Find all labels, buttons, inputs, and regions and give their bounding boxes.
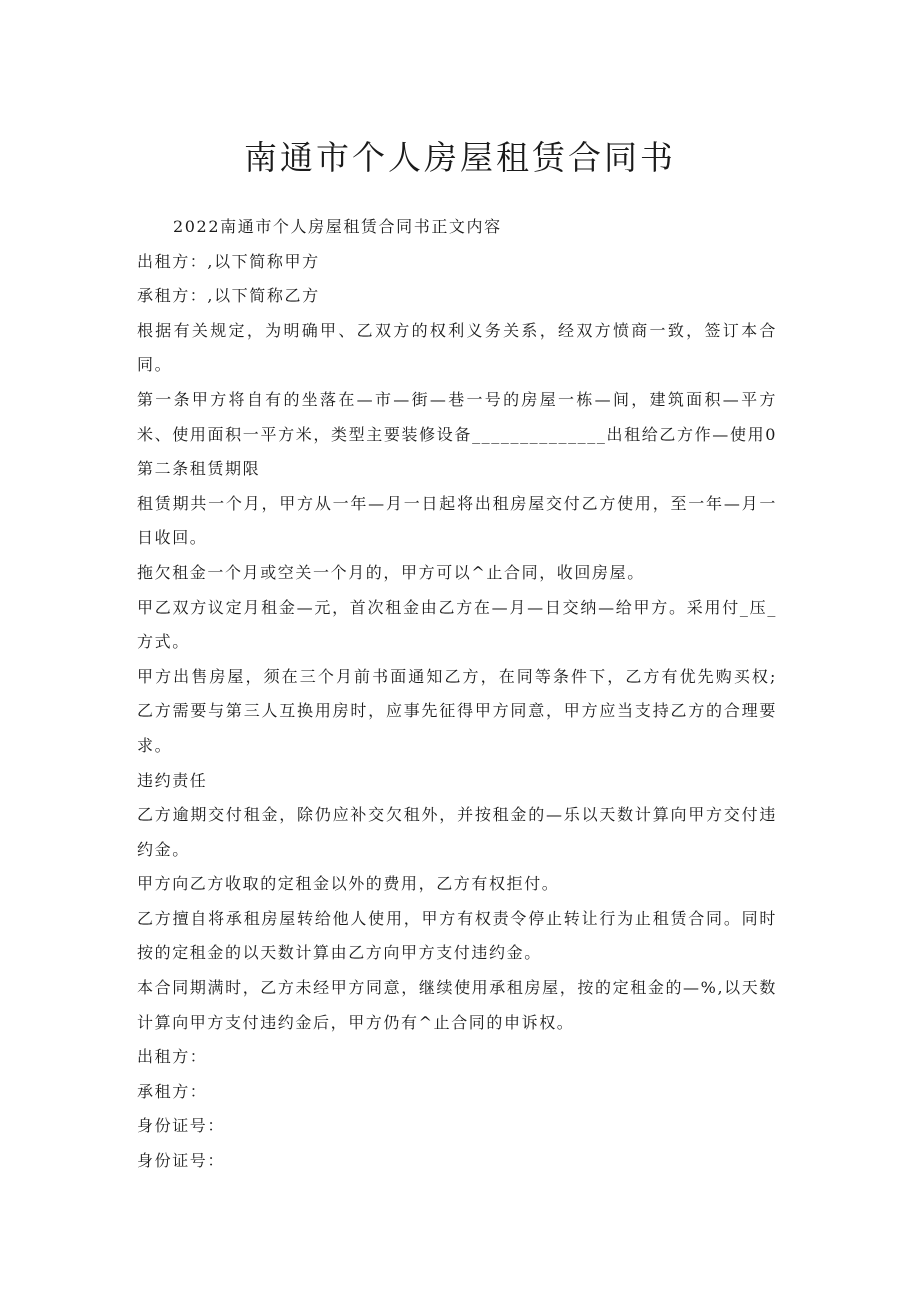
lessor-line: 出租方：,以下简称甲方 [137, 251, 320, 271]
document-title: 南通市个人房屋租赁合同书 [244, 138, 676, 177]
sale-paragraph: 甲方出售房屋，须在三个月前书面通知乙方，在同等条件下，乙方有优先购买权;乙方需要与第三人互换用房时，应事先征得甲方同意，甲方应当支持乙方的合理要求。 [137, 666, 777, 755]
lessor-signature-line: 出租方： [137, 1047, 208, 1067]
extra-fees-paragraph: 甲方向乙方收取的定租金以外的费用，乙方有权拒付。 [137, 874, 560, 894]
preamble-paragraph: 根据有关规定，为明确甲、乙双方的权利义务关系，经双方愤商一致，签订本合同。 [137, 320, 777, 375]
article-one-paragraph: 第一条甲方将自有的坐落在—市—街—巷一号的房屋一栋—间，建筑面积—平方米、使用面积一平方米，类型主要装修设备______________出租给乙方作—使用0第二条租赁期限 [137, 389, 777, 479]
lessee-signature-line: 承租方： [137, 1081, 208, 1101]
lessee-line: 承租方：,以下简称乙方 [137, 286, 320, 306]
rent-paragraph: 甲乙双方议定月租金—元，首次租金由乙方在—月—日交纳—给甲方。采用付_压_方式。 [137, 597, 777, 652]
expiry-paragraph: 本合同期满时，乙方未经甲方同意，继续使用承租房屋，按的定租金的—%,以天数计算向甲方支付违约金后，甲方仍有^止合同的申诉权。 [137, 978, 777, 1032]
late-rent-paragraph: 乙方逾期交付租金，除仍应补交欠租外，并按租金的—乐以天数计算向甲方交付违约金。 [137, 805, 777, 859]
sublet-paragraph: 乙方擅自将承租房屋转给他人使用，甲方有权责令停止转让行为止租赁合同。同时按的定租金的以天数计算由乙方向甲方支付违约金。 [137, 908, 777, 963]
document-subtitle: 2022南通市个人房屋租赁合同书正文内容 [173, 217, 502, 236]
lessee-id-line: 身份证号： [137, 1151, 226, 1171]
lease-term-paragraph: 租赁期共一个月，甲方从一年—月一日起将出租房屋交付乙方使用，至一年—月一日收回。 [137, 493, 777, 548]
arrears-paragraph: 拖欠租金一个月或空关一个月的，甲方可以^止合同，收回房屋。 [137, 562, 645, 582]
liability-heading: 违约责任 [137, 770, 208, 790]
lessor-id-line: 身份证号： [137, 1116, 226, 1136]
document-body [137, 210, 777, 1179]
